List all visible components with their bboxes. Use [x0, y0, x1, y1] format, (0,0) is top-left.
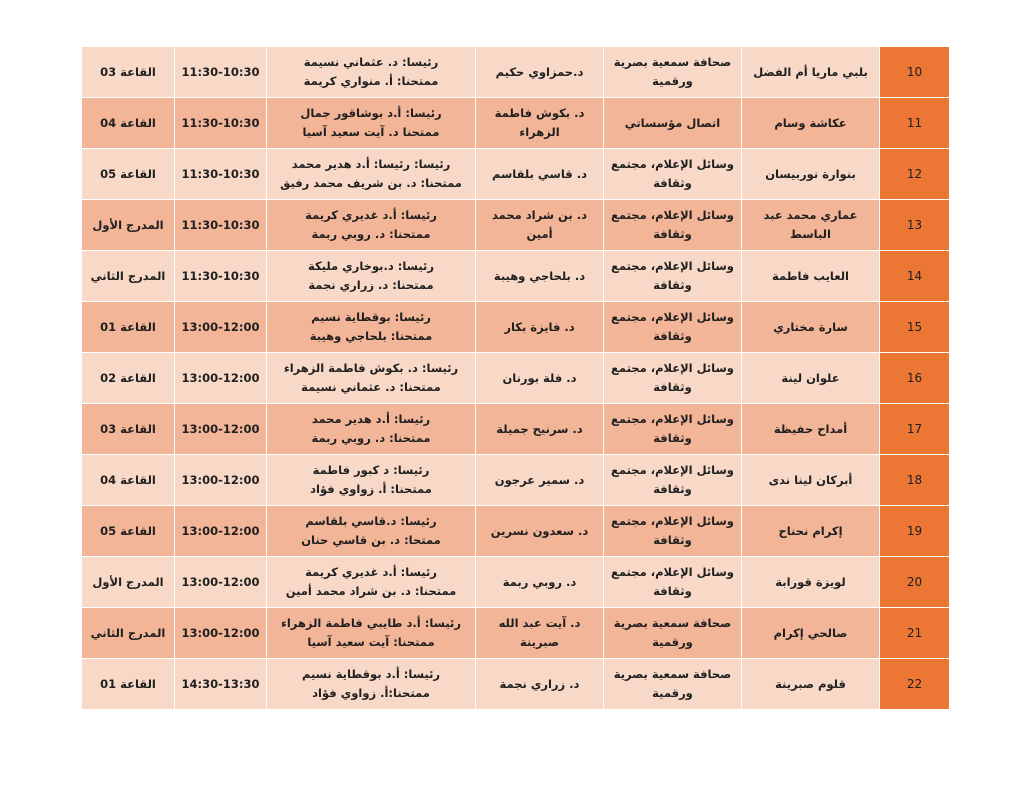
row-number-cell: 15 [880, 302, 950, 353]
room-cell: القاعة 02 [82, 353, 175, 404]
specialty-cell-line: وثقافة [653, 380, 692, 394]
specialty-cell-line: اتصال مؤسساتي [624, 115, 721, 130]
table-row [82, 557, 950, 608]
jury-cell-line: رئيسا: د.قاسي بلقاسم [305, 514, 437, 528]
student-name-cell: أمداح حفيظة [742, 404, 880, 455]
table-row [82, 506, 950, 557]
student-name-cell: العايب فاطمة [742, 251, 880, 302]
specialty-cell-line: وسائل الإعلام، مجتمع [611, 157, 734, 171]
jury-cell-line: ممتحنا: آيت سعيد آسيا [307, 635, 435, 649]
time-slot-cell: 13:00-12:00 [175, 557, 267, 608]
jury-cell-line: رئيسا: أ.د بوشاقور جمال [300, 106, 442, 120]
time-slot-cell: 14:30-13:30 [175, 659, 267, 710]
table-row [82, 455, 950, 506]
row-number-cell: 13 [880, 200, 950, 251]
table-row [82, 353, 950, 404]
supervisor-cell-line: د. بكوش فاطمة [494, 106, 585, 120]
supervisor-cell-line: د. سرنيح جميلة [496, 421, 583, 436]
supervisor-cell-line: الزهراء [519, 125, 560, 139]
supervisor-cell [476, 149, 604, 200]
specialty-cell-line: وسائل الإعلام، مجتمع [611, 310, 734, 324]
specialty-cell [604, 251, 742, 302]
jury-cell [267, 98, 476, 149]
student-name-cell: علوان لينة [742, 353, 880, 404]
supervisor-cell-line: د. سعدون نسرين [490, 523, 589, 538]
jury-cell-line: رئيسا: د كبور فاطمة [312, 463, 430, 477]
jury-cell-line: رئيسا: أ.د هدير محمد [311, 412, 431, 426]
table-row [82, 47, 950, 98]
specialty-cell-line: وثقافة [653, 482, 692, 496]
student-name-cell: لويزة قورابة [742, 557, 880, 608]
room-cell: القاعة 05 [82, 149, 175, 200]
supervisor-cell [476, 659, 604, 710]
table-row [82, 608, 950, 659]
table-row [82, 200, 950, 251]
supervisor-cell-line: أمين [526, 227, 553, 241]
specialty-cell-line: وثقافة [653, 176, 692, 190]
jury-cell-line: رئيسا: أ.د طايبي فاطمة الزهراء [280, 616, 461, 630]
supervisor-cell [476, 353, 604, 404]
jury-cell-line: ممتحنا: د. بن شريف محمد رفيق [280, 176, 462, 190]
specialty-cell [604, 404, 742, 455]
student-name-cell: عكاشة وسام [742, 98, 880, 149]
supervisor-cell-line: د. سمير عرجون [494, 472, 585, 487]
specialty-cell-line: وثقافة [653, 329, 692, 343]
specialty-cell [604, 47, 742, 98]
jury-cell-line: ممتحنا:أ. زواوي فؤاد [312, 686, 430, 700]
jury-cell-line: ممتحنا: د. بن شراد محمد أمين [285, 584, 457, 598]
supervisor-cell-line: د.حمزاوي حكيم [495, 64, 584, 79]
time-slot-cell: 11:30-10:30 [175, 149, 267, 200]
specialty-cell-line: وسائل الإعلام، مجتمع [611, 514, 734, 528]
supervisor-cell [476, 98, 604, 149]
jury-cell [267, 455, 476, 506]
specialty-cell-line: وثقافة [653, 533, 692, 547]
supervisor-cell-line: صبرينة [520, 635, 559, 649]
specialty-cell-line: وثقافة [653, 584, 692, 598]
jury-cell-line: رئيسا: د. عثماني نسيمة [303, 55, 439, 69]
student-name-cell: قلوم صبرينة [742, 659, 880, 710]
specialty-cell [604, 353, 742, 404]
jury-cell-line: ممتحنا د. آيت سعيد آسيا [302, 125, 440, 139]
jury-cell-line: رئيسا: رئيسا: أ.د هدير محمد [291, 157, 451, 171]
specialty-cell [604, 302, 742, 353]
row-number-cell: 18 [880, 455, 950, 506]
supervisor-cell-line: د. روبي ربمة [502, 574, 577, 589]
jury-cell-line: رئيسا: د. بكوش فاطمة الزهراء [283, 361, 459, 375]
table-row [82, 98, 950, 149]
specialty-cell-line: وثقافة [653, 227, 692, 241]
jury-cell-line: رئيسا: أ.د غديري كريمة [305, 208, 437, 222]
row-number-cell: 17 [880, 404, 950, 455]
student-name-cell: إكرام نحناح [742, 506, 880, 557]
supervisor-cell [476, 455, 604, 506]
specialty-cell [604, 659, 742, 710]
supervisor-cell-line: د. بلحاجي وهيبة [493, 268, 586, 283]
room-cell: المدرج الثاني [82, 251, 175, 302]
specialty-cell-line: وسائل الإعلام، مجتمع [611, 412, 734, 426]
specialty-cell [604, 98, 742, 149]
row-number-cell: 12 [880, 149, 950, 200]
specialty-cell [604, 557, 742, 608]
table-row [82, 659, 950, 710]
specialty-cell-line: وثقافة [653, 431, 692, 445]
room-cell: القاعة 03 [82, 47, 175, 98]
specialty-cell [604, 455, 742, 506]
time-slot-cell: 11:30-10:30 [175, 200, 267, 251]
jury-cell [267, 302, 476, 353]
jury-cell-line: ممتحنا: بلحاجي وهيبة [309, 329, 433, 343]
supervisor-cell [476, 608, 604, 659]
supervisor-cell [476, 557, 604, 608]
time-slot-cell: 13:00-12:00 [175, 506, 267, 557]
time-slot-cell: 11:30-10:30 [175, 251, 267, 302]
jury-cell-line: رئيسا: أ.د بوقطاية نسيم [301, 667, 441, 681]
time-slot-cell: 11:30-10:30 [175, 47, 267, 98]
specialty-cell-line: وسائل الإعلام، مجتمع [611, 361, 734, 375]
specialty-cell [604, 200, 742, 251]
supervisor-cell-line: د. قاسي بلقاسم [491, 166, 587, 181]
specialty-cell-line: وسائل الإعلام، مجتمع [611, 565, 734, 579]
supervisor-cell-line: د. آيت عبد الله [498, 616, 581, 630]
jury-cell [267, 506, 476, 557]
time-slot-cell: 13:00-12:00 [175, 353, 267, 404]
jury-cell-line: رئيسا: أ.د غديري كريمة [305, 565, 437, 579]
jury-cell-line: ممتحنا: د. روبي ربمة [311, 431, 431, 445]
table-row [82, 302, 950, 353]
room-cell: المدرج الثاني [82, 608, 175, 659]
specialty-cell-line: صحافة سمعية بصرية [613, 55, 732, 69]
specialty-cell-line: صحافة سمعية بصرية [613, 616, 732, 630]
row-number-cell: 11 [880, 98, 950, 149]
specialty-cell-line: وسائل الإعلام، مجتمع [611, 208, 734, 222]
jury-cell-line: ممتحنا: د. زراري نجمة [308, 278, 434, 292]
specialty-cell [604, 608, 742, 659]
student-name-cell: صالحي إكرام [742, 608, 880, 659]
jury-cell [267, 557, 476, 608]
row-number-cell: 19 [880, 506, 950, 557]
specialty-cell-line: وسائل الإعلام، مجتمع [611, 259, 734, 273]
specialty-cell-line: ورقمية [652, 686, 693, 700]
table-body [82, 47, 950, 710]
room-cell: القاعة 04 [82, 455, 175, 506]
supervisor-cell [476, 251, 604, 302]
supervisor-cell [476, 404, 604, 455]
jury-cell-line: ممتحنا: د. عثماني نسيمة [301, 380, 441, 394]
jury-cell [267, 659, 476, 710]
room-cell: القاعة 05 [82, 506, 175, 557]
specialty-cell-line: وسائل الإعلام، مجتمع [611, 463, 734, 477]
jury-cell [267, 251, 476, 302]
row-number-cell: 20 [880, 557, 950, 608]
jury-cell-line: رئيسا: بوقطاية نسيم [311, 310, 431, 324]
student-name-cell: بنوارة نوربيسان [742, 149, 880, 200]
supervisor-cell-line: د. فايزة بكار [504, 319, 575, 334]
room-cell: القاعة 01 [82, 302, 175, 353]
jury-cell [267, 149, 476, 200]
supervisor-cell [476, 302, 604, 353]
room-cell: المدرج الأول [82, 557, 175, 608]
jury-cell-line: ممتحنا: أ. زواوي فؤاد [310, 482, 432, 496]
room-cell: المدرج الأول [82, 200, 175, 251]
jury-cell [267, 404, 476, 455]
supervisor-cell [476, 506, 604, 557]
table-row [82, 251, 950, 302]
row-number-cell: 16 [880, 353, 950, 404]
student-name-cell: أبركان لينا ندى [742, 455, 880, 506]
student-name-cell: بلبي ماريا أم الفضل [742, 47, 880, 98]
row-number-cell: 14 [880, 251, 950, 302]
supervisor-cell [476, 200, 604, 251]
specialty-cell [604, 506, 742, 557]
jury-cell [267, 608, 476, 659]
specialty-cell [604, 149, 742, 200]
specialty-cell-line: ورقمية [652, 74, 693, 88]
supervisor-cell-line: د. بن شراد محمد [491, 208, 587, 222]
time-slot-cell: 11:30-10:30 [175, 98, 267, 149]
jury-cell [267, 47, 476, 98]
table-row [82, 149, 950, 200]
supervisor-cell-line: د. زراري نجمة [499, 676, 580, 691]
specialty-cell-line: صحافة سمعية بصرية [613, 667, 732, 681]
time-slot-cell: 13:00-12:00 [175, 455, 267, 506]
jury-cell-line: ممتحنا: أ. منواري كريمة [303, 74, 439, 88]
specialty-cell-line: وثقافة [653, 278, 692, 292]
jury-cell-line: ممتحنا: د. روبي ربمة [311, 227, 431, 241]
student-name-cell: سارة مختاري [742, 302, 880, 353]
room-cell: القاعة 01 [82, 659, 175, 710]
row-number-cell: 10 [880, 47, 950, 98]
specialty-cell-line: ورقمية [652, 635, 693, 649]
defense-schedule-table [81, 46, 950, 710]
jury-cell-line: ممتحا: د. بن قاسي حنان [301, 533, 441, 547]
time-slot-cell: 13:00-12:00 [175, 302, 267, 353]
jury-cell [267, 353, 476, 404]
room-cell: القاعة 04 [82, 98, 175, 149]
room-cell: القاعة 03 [82, 404, 175, 455]
jury-cell-line: رئيسا: د.بوخاري مليكة [308, 259, 434, 273]
table-row [82, 404, 950, 455]
row-number-cell: 22 [880, 659, 950, 710]
time-slot-cell: 13:00-12:00 [175, 608, 267, 659]
supervisor-cell [476, 47, 604, 98]
student-name-cell: عماري محمد عبد الباسط [742, 200, 880, 251]
row-number-cell: 21 [880, 608, 950, 659]
jury-cell [267, 200, 476, 251]
time-slot-cell: 13:00-12:00 [175, 404, 267, 455]
supervisor-cell-line: د. فلة بورنان [502, 370, 577, 385]
